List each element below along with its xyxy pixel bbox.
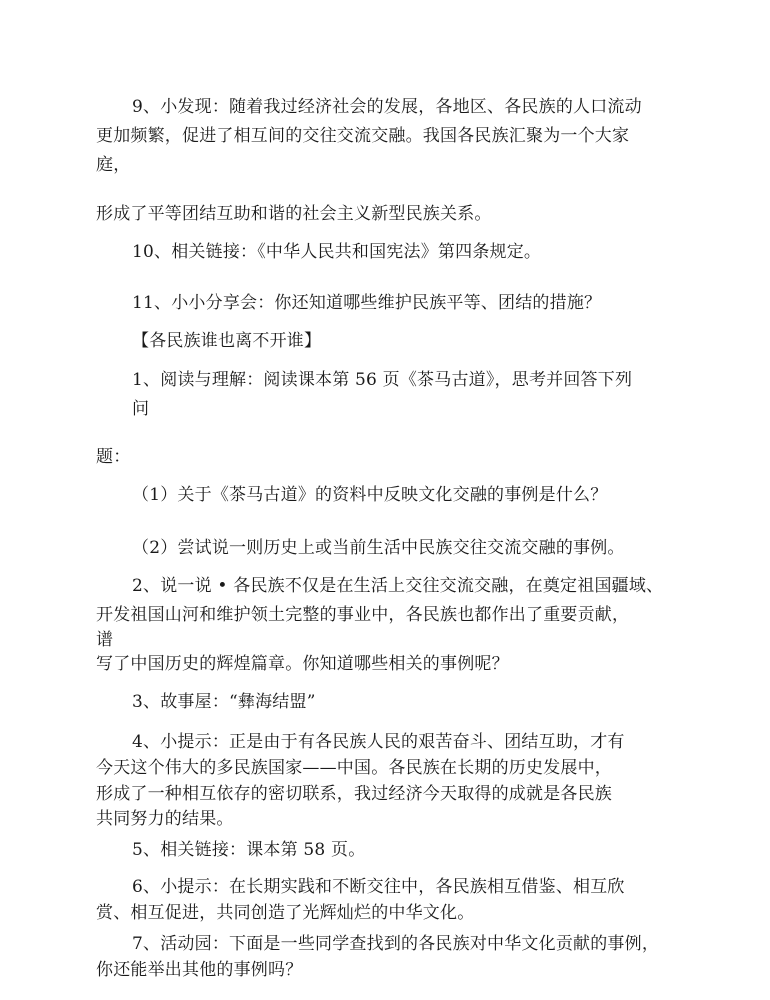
text-line: 庭，	[96, 155, 131, 175]
text-line: 更加频繁，促进了相互间的交往交流交融。我国各民族汇聚为一个大家	[96, 126, 630, 146]
text-line: 今天这个伟大的多民族国家——中国。各民族在长期的历史发展中，	[96, 758, 612, 778]
text-line: （2）尝试说一则历史上或当前生活中民族交往交流交融的事例。	[132, 538, 625, 558]
text-line: 9、小发现：随着我过经济社会的发展，各地区、各民族的人口流动	[132, 97, 642, 117]
text-line: 3、故事屋：“彝海结盟”	[132, 692, 316, 712]
text-line: 4、小提示：正是由于有各民族人民的艰苦奋斗、团结互助，才有	[132, 732, 625, 752]
text-line: 6、小提示：在长期实践和不断交往中，各民族相互借鉴、相互欣	[132, 877, 625, 897]
text-line: 形成了一种相互依存的密切联系，我过经济今天取得的成就是各民族	[96, 784, 612, 804]
text-line: 赏、相互促进，共同创造了光辉灿烂的中华文化。	[96, 903, 475, 923]
text-line: 2、说一说 • 各民族不仅是在生活上交往交流交融，在奠定祖国疆域、	[132, 576, 664, 596]
text-line: 10、相关链接：《中华人民共和国宪法》第四条规定。	[132, 242, 542, 262]
text-line: 谱	[96, 630, 114, 650]
text-line: 写了中国历史的辉煌篇章。你知道哪些相关的事例呢？	[96, 654, 509, 674]
text-line: （1）关于《茶马古道》的资料中反映文化交融的事例是什么？	[132, 485, 608, 505]
text-line: 1、阅读与理解：阅读课本第 56 页《茶马古道》，思考并回答下列	[132, 370, 633, 390]
text-line: 共同努力的结果。	[96, 809, 234, 829]
text-line: 7、活动园：下面是一些同学查找到的各民族对中华文化贡献的事例，	[132, 934, 660, 954]
text-line: 5、相关链接：课本第 58 页。	[132, 840, 366, 860]
text-line: 开发祖国山河和维护领土完整的事业中，各民族也都作出了重要贡献，	[96, 605, 630, 625]
text-line: 形成了平等团结互助和谐的社会主义新型民族关系。	[96, 204, 492, 224]
text-line: 11、小小分享会：你还知道哪些维护民族平等、团结的措施？	[132, 293, 602, 313]
text-line: 你还能举出其他的事例吗？	[96, 960, 303, 980]
section-heading: 【各民族谁也离不开谁】	[132, 331, 322, 351]
text-line: 问	[132, 399, 150, 419]
text-line: 题：	[96, 447, 131, 467]
